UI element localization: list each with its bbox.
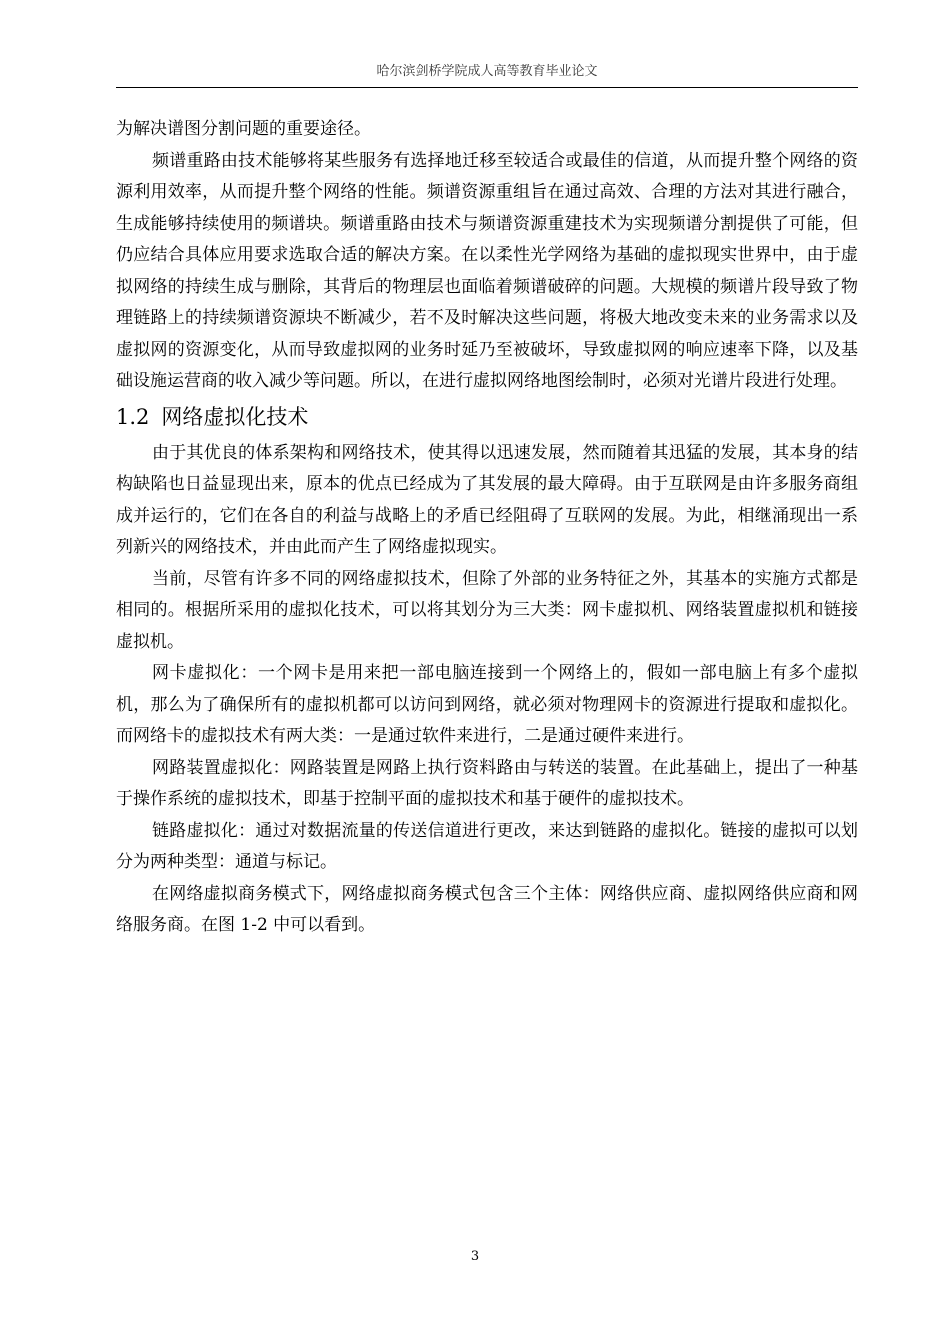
page-header	[116, 62, 858, 88]
paragraph-business-model: 在网络虚拟商务模式下，网络虚拟商务模式包含三个主体：网络供应商、虚拟网络供应商和网络服务商。在图 1-2 中可以看到。	[116, 883, 858, 935]
paragraph-link-virtualization: 链路虚拟化：通过对数据流量的传送信道进行更改，来达到链路的虚拟化。链接的虚拟可以划分为两种类型：通道与标记。	[116, 820, 858, 872]
section-title: 网络虚拟化技术	[161, 404, 309, 429]
section-number: 1.2	[116, 404, 150, 429]
paragraph-device-virtualization: 网路装置虚拟化：网路装置是网路上执行资料路由与转送的装置。在此基础上，提出了一种基于操作系统的虚拟技术，即基于控制平面的虚拟技术和基于硬件的虚拟技术。	[116, 757, 858, 809]
paragraph-nic-virtualization: 网卡虚拟化：一个网卡是用来把一部电脑连接到一个网络上的，假如一部电脑上有多个虚拟机，那么为了确保所有的虚拟机都可以访问到网络，就必须对物理网卡的资源进行提取和虚拟化。而网络卡的虚拟技术有两大类：一是通过软件来进行，二是通过硬件来进行。	[116, 663, 858, 746]
paragraph-spectrum-rerouting: 频谱重路由技术能够将某些服务有选择地迁移至较适合或最佳的信道，从而提升整个网络的资源利用效率，从而提升整个网络的性能。频谱资源重组旨在通过高效、合理的方法对其进行融合，生成能够持续使用的频谱块。频谱重路由技术与频谱资源重建技术为实现频谱分割提供了可能，但仍应结合具体应用要求选取合适的解决方案。在以柔性光学网络为基础的虚拟现实世界中，由于虚拟网络的持续生成与删除，其背后的物理层也面临着频谱破碎的问题。大规模的频谱片段导致了物理链路上的持续频谱资源块不断减少，若不及时解决这些问题，将极大地改变未来的业务需求以及虚拟网的资源变化，从而导致虚拟网的业务时延乃至被破坏，导致虚拟网的响应速率下降，以及基础设施运营商的收入减少等问题。所以，在进行虚拟网络地图绘制时，必须对光谱片段进行处理。	[116, 150, 858, 391]
header-title: 哈尔滨剑桥学院成人高等教育毕业论文	[376, 64, 598, 79]
page-number: 3	[470, 1249, 480, 1264]
document-body	[116, 114, 858, 942]
paragraph-virtualization-types: 当前，尽管有许多不同的网络虚拟技术，但除了外部的业务特征之外，其基本的实施方式都是相同的。根据所采用的虚拟化技术，可以将其划分为三大类：网卡虚拟机、网络装置虚拟机和链接虚拟机。	[116, 568, 858, 652]
paragraph-continuation: 为解决谱图分割问题的重要途径。	[116, 119, 371, 139]
section-heading	[116, 400, 858, 434]
paragraph-network-development: 由于其优良的体系架构和网络技术，使其得以迅速发展，然而随着其迅猛的发展，其本身的结构缺陷也日益显现出来，原本的优点已经成为了其发展的最大障碍。由于互联网是由许多服务商组成并运行的，它们在各自的利益与战略上的矛盾已经阻碍了互联网的发展。为此，相继涌现出一系列新兴的网络技术，并由此而产生了网络虚拟现实。	[116, 442, 858, 557]
